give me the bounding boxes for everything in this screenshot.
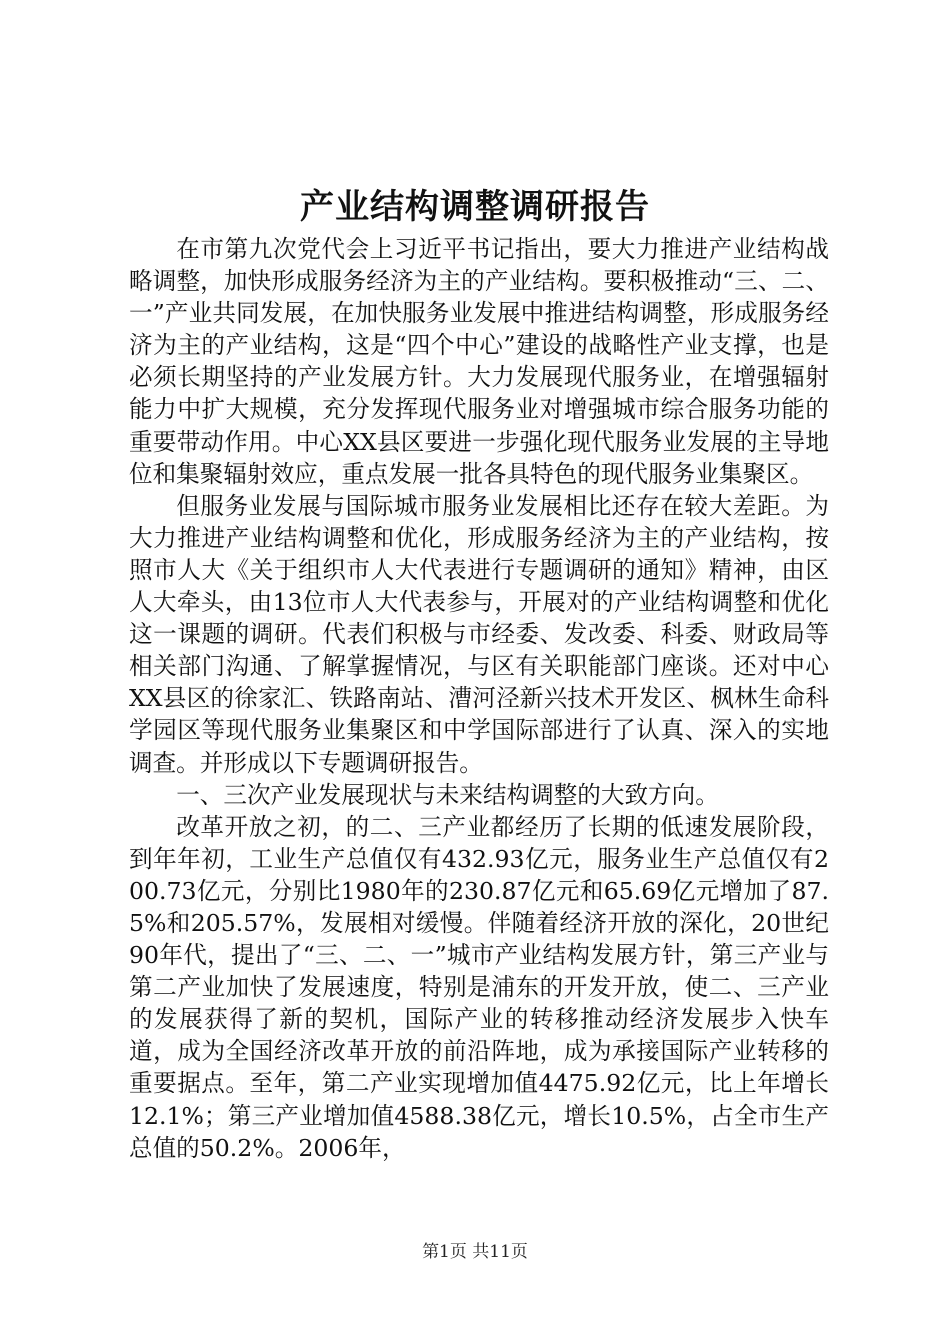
document-body: [129, 233, 829, 1164]
document-title: 产业结构调整调研报告: [300, 187, 650, 227]
paragraph-3: 改革开放之初，的二、三产业都经历了长期的低速发展阶段，到年年初，工业生产总值仅有432.93亿元，服务业生产总值仅有200.73亿元，分别比1980年的230.87亿元和65.69亿元增加了87.5%和205.57%，发展相对缓慢。伴随着经济开放的深化，20世纪90年代，提出了“三、二、一”城市产业结构发展方针，第三产业与第二产业加快了发展速度，特别是浦东的开发开放，使二、三产业的发展获得了新的契机，国际产业的转移推动经济发展步入快车道，成为全国经济改革开放的前沿阵地，成为承接国际产业转移的重要据点。至年，第二产业实现增加值4475.92亿元，比上年增长12.1%；第三产业增加值4588.38亿元，增长10.5%，占全市生产总值的50.2%。2006年，: [129, 812, 829, 1162]
paragraph-2: 但服务业发展与国际城市服务业发展相比还存在较大差距。为大力推进产业结构调整和优化，形成服务经济为主的产业结构，按照市人大《关于组织市人大代表进行专题调研的通知》精神，由区人大牵头，由13位市人大代表参与，开展对的产业结构调整和优化这一课题的调研。代表们积极与市经委、发改委、科委、财政局等相关部门沟通、了解掌握情况，与区有关职能部门座谈。还对中心XX县区的徐家汇、铁路南站、漕河泾新兴技术开发区、枫林生命科学园区等现代服务业集聚区和中学国际部进行了认真、深入的实地调查。并形成以下专题调研报告。: [129, 491, 829, 777]
section-heading-1: 一、三次产业发展现状与未来结构调整的大致方向。: [176, 780, 719, 809]
paragraph-1: 在市第九次党代会上习近平书记指出，要大力推进产业结构战略调整，加快形成服务经济为主的产业结构。要积极推动“三、二、一”产业共同发展，在加快服务业发展中推进结构调整，形成服务经济为主的产业结构，这是“四个中心”建设的战略性产业支撑，也是必须长期坚持的产业发展方针。大力发展现代服务业，在增强辐射能力中扩大规模，充分发挥现代服务业对增强城市综合服务功能的重要带动作用。中心XX县区要进一步强化现代服务业发展的主导地位和集聚辐射效应，重点发展一批各具特色的现代服务业集聚区。: [129, 235, 829, 488]
page-footer: 第1页 共11页: [422, 1242, 528, 1262]
